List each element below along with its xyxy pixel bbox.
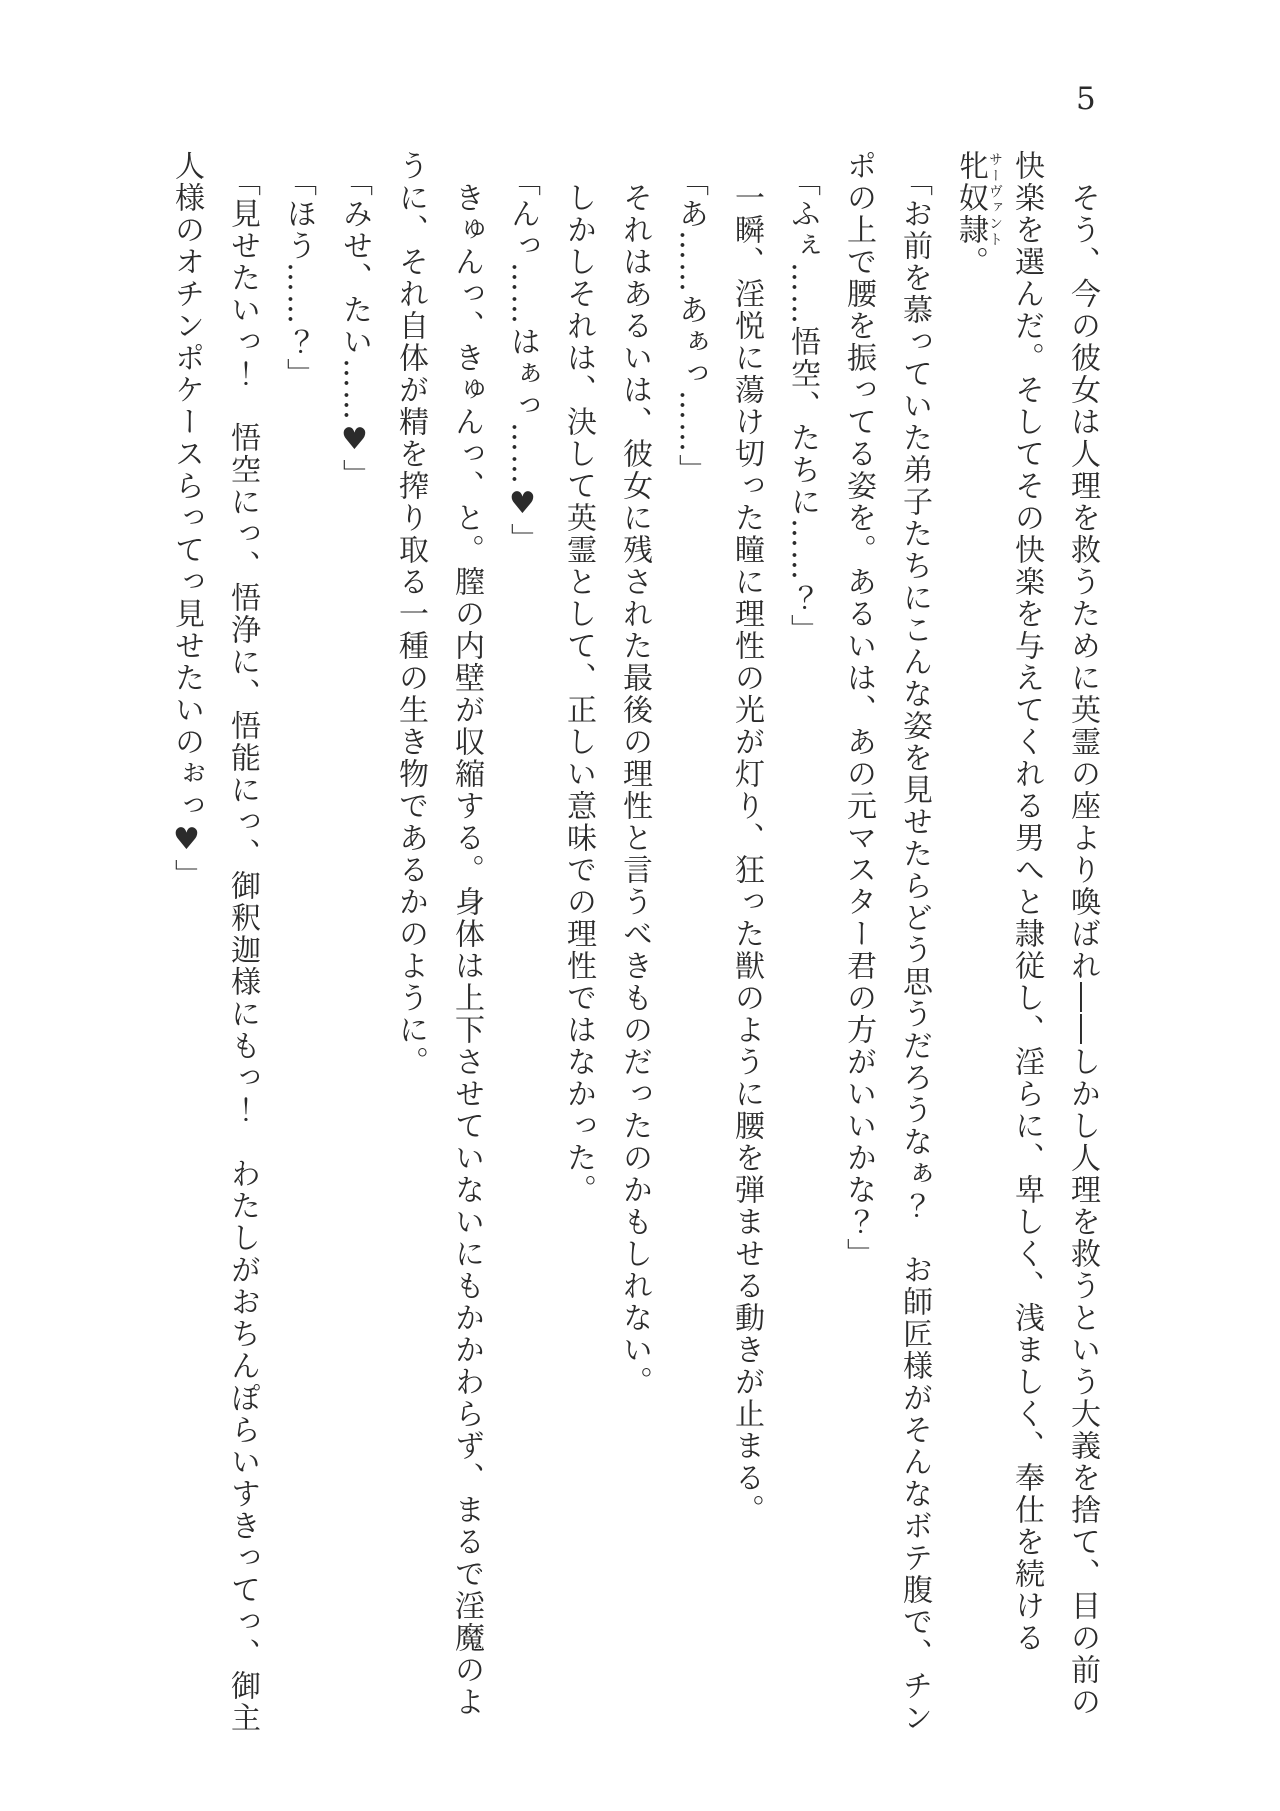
text-line-dialogue-7a: 「見せたいっ！ 悟空にっ、悟浄に、悟能にっ、御釈迦様にもっ！ わたしがおちんぽらいすきってっ、御主	[225, 166, 260, 1734]
text-line-dialogue-5: 「みせ、たい……♥」	[337, 166, 372, 491]
furigana-servant: サーヴァント	[987, 152, 1003, 248]
text-line-narration-7b: うに、それ自体が精を搾り取る一種の生き物であるかのように。	[393, 150, 428, 1078]
text-line-narration-7a: きゅんっ、きゅんっ、と。膣の内壁が収縮する。身体は上下させていないにもかかわらず、まるで淫魔のよ	[449, 182, 484, 1718]
text-line-narration-1: そう、今の彼女は人理を救うために英霊の座より喚ばれ――しかし人理を救うという大義を捨て、目の前の	[1065, 182, 1100, 1718]
text-line-narration-2: 快楽を選んだ。そしてその快楽を与えてくれる男へと隷従し、淫らに、卑しく、浅ましく、奉仕を続ける	[1009, 150, 1044, 1654]
text-line-dialogue-1b: ポの上で腰を振ってる姿を。あるいは、あの元マスター君の方がいいかな？」	[841, 150, 876, 1270]
text-line-dialogue-6: 「ほう……？」	[281, 166, 316, 390]
text-line-dialogue-7b: 人様のオチンポケースらってっ見せたいのぉっ♥」	[169, 150, 204, 891]
text-line-narration-5: それはあるいは、彼女に残された最後の理性と言うべきものだったのかもしれない。	[617, 182, 652, 1398]
text-line-dialogue-4: 「んっ……はぁっ……♥」	[505, 166, 540, 555]
text-line-dialogue-1a: 「お前を慕っていた弟子たちにこんな姿を見せたらどう思うだろうなぁ？ お師匠様がそんなボテ腹で、チン	[897, 166, 932, 1734]
text-line-dialogue-2: 「ふぇ……悟空、たちに……？」	[785, 166, 820, 646]
page-text-block	[158, 150, 1110, 1750]
text-line-narration-6: しかしそれは、決して英霊として、正しい意味での理性ではなかった。	[561, 182, 596, 1206]
text-line-narration-3-ruby-base: 牝奴隷。	[953, 150, 988, 278]
page-number: 5	[1076, 81, 1096, 117]
text-line-dialogue-3: 「あ……あぁっ……」	[673, 166, 708, 486]
text-line-narration-4: 一瞬、淫悦に蕩け切った瞳に理性の光が灯り、狂った獣のように腰を弾ませる動きが止まる。	[729, 182, 764, 1526]
